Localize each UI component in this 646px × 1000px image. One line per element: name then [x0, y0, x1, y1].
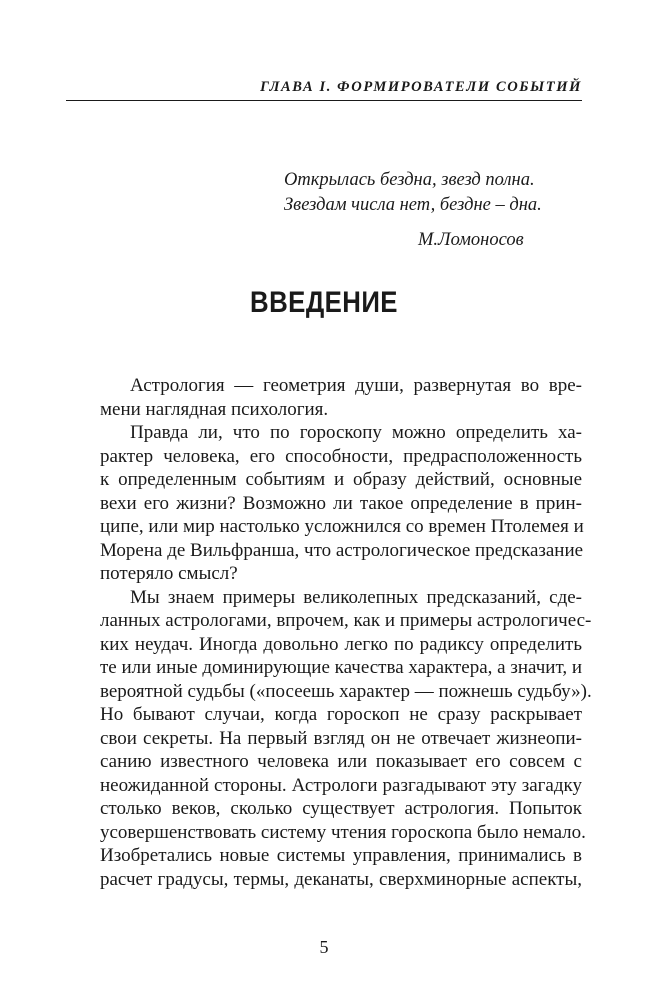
body-line: усовершенствовать систему чтения гороскопа было немало. — [100, 821, 586, 843]
body-line: вероятной судьбы («посеешь характер — пожнешь судьбу»). — [100, 680, 592, 702]
body-line: Но бывают случаи, когда гороскоп не сразу раскрывает — [100, 704, 582, 725]
body-line: мени наглядная психология. — [100, 398, 329, 420]
body-line: вехи его жизни? Возможно ли такое определение в прин- — [100, 492, 582, 514]
body-line: Изобретались новые системы управления, принимались в — [100, 845, 582, 866]
body-line: Правда ли, что по гороскопу можно определить ха- — [130, 422, 582, 443]
chapter-title: ВВЕДЕНИЕ — [250, 286, 398, 319]
body-line: Морена де Вильфранша, что астрологическое предсказание — [100, 539, 584, 561]
epigraph-line: Открылась бездна, звезд полна. — [284, 170, 535, 190]
body-line: Астрология — геометрия души, развернутая во вре- — [130, 375, 582, 396]
body-line: Мы знаем примеры великолепных предсказаний, сде- — [130, 586, 582, 608]
body-line: столько веков, сколько существует астрология. Попыток — [100, 798, 582, 819]
body-line: потеряло смысл? — [100, 563, 238, 584]
body-line: рактер человека, его способности, предрасположенность — [100, 445, 582, 467]
body-line: свои секреты. На первый взгляд он не отвечает жизнеопи- — [100, 727, 582, 749]
running-head: ГЛАВА I. ФОРМИРОВАТЕЛИ СОБЫТИЙ — [260, 79, 582, 95]
body-line: к определенным событиям и образу действий, основные — [100, 469, 582, 490]
epigraph — [284, 168, 542, 218]
epigraph-author: М.Ломоносов — [418, 230, 524, 250]
body-line: те или иные доминирующие качества характера, а значит, и — [100, 657, 582, 678]
page-number: 5 — [319, 937, 329, 957]
epigraph-line: Звездам числа нет, бездне – дна. — [284, 195, 542, 215]
body-line: ципе, или мир настолько усложнился со времен Птолемея и — [100, 516, 584, 537]
body-line: ланных астрологами, впрочем, как и примеры астрологичес- — [100, 610, 592, 631]
header-rule — [66, 100, 582, 101]
body-line: ких неудач. Иногда довольно легко по радиксу определить — [100, 633, 582, 655]
body-line: расчет градусы, термы, деканаты, сверхминорные аспекты, — [100, 868, 582, 890]
body-line: неожиданной стороны. Астрологи разгадывают эту загадку — [100, 774, 582, 796]
body-text — [100, 374, 592, 891]
body-line: санию известного человека или показывает его совсем с — [100, 751, 582, 772]
